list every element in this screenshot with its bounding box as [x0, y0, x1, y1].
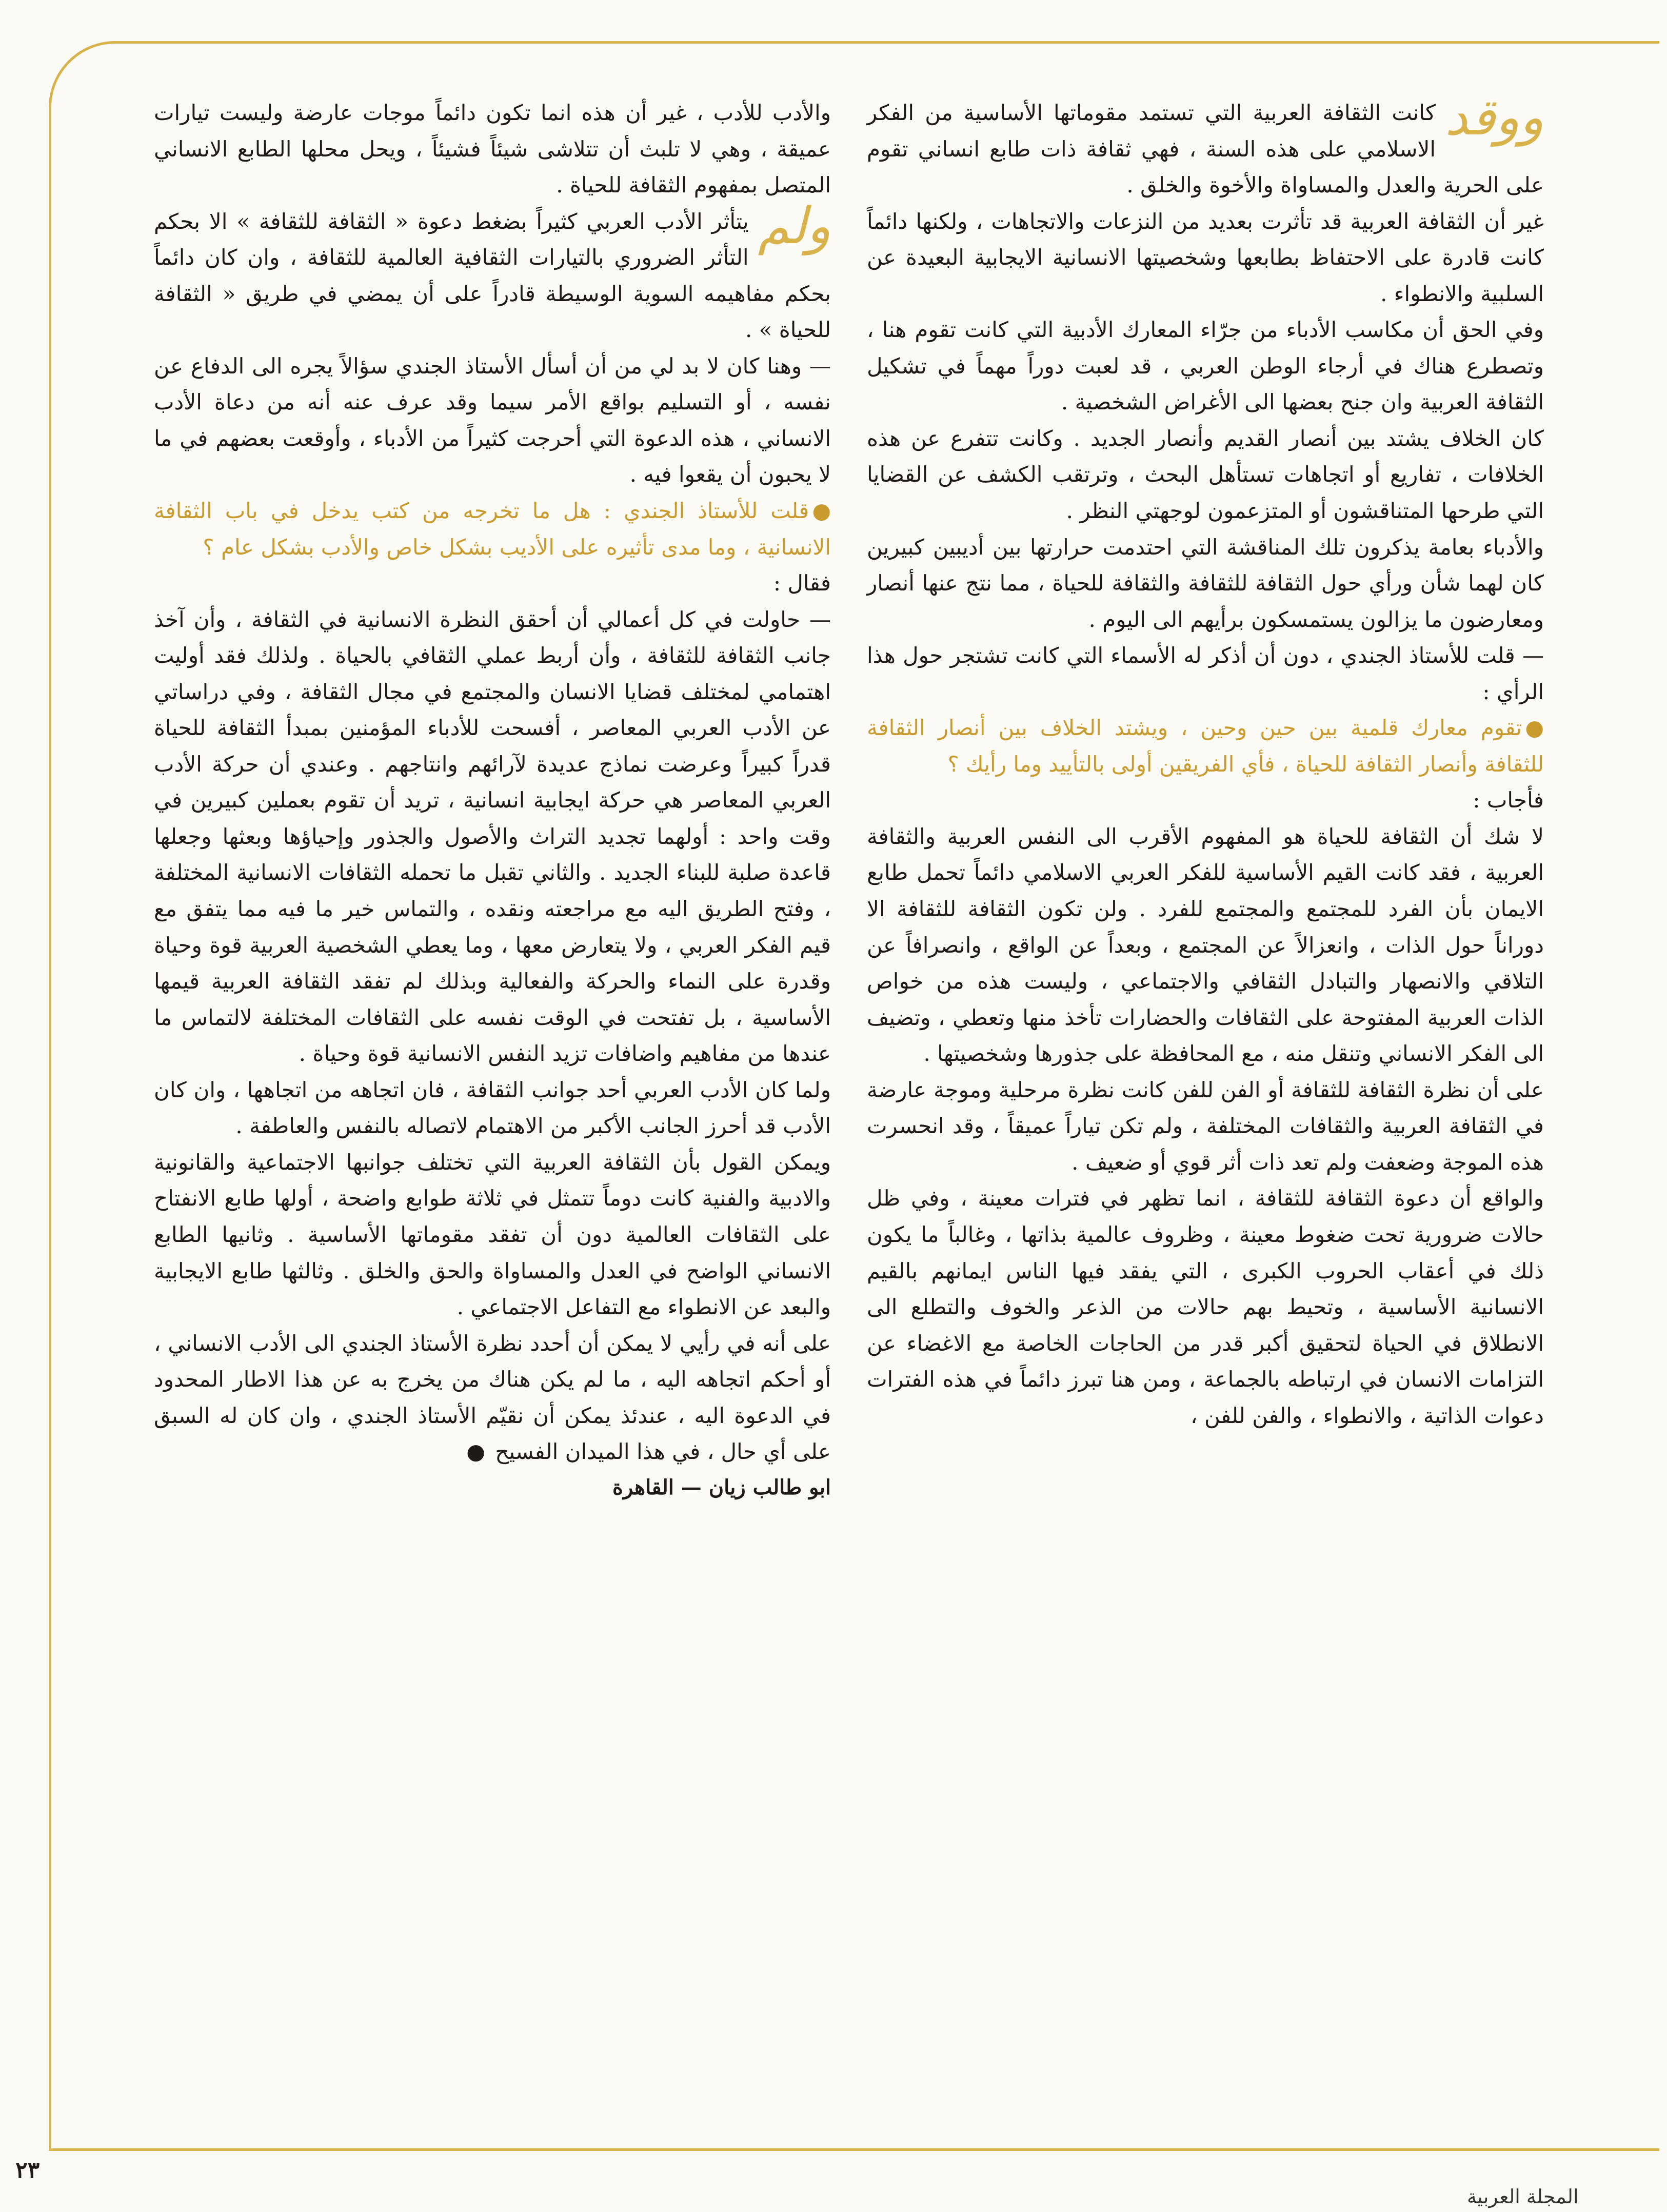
- end-mark-icon: ●: [466, 1439, 485, 1465]
- answer-intro: فقال :: [773, 570, 831, 596]
- answer-intro: فأجاب :: [1473, 787, 1544, 813]
- article-column-left: [154, 95, 831, 1505]
- paragraph: والأدباء بعامة يذكرون تلك المناقشة التي احتدمت حرارتها بين أديبين كبيرين كان لهما شأن ورأي حول الثقافة للثقافة والثقافة للحياة ، مما نتج عنها أنصار ومعارضون ما يزالون يستمسكون برأيهم الى اليوم .: [867, 534, 1544, 632]
- paragraph: — قلت للأستاذ الجندي ، دون أن أذكر له الأسماء التي كانت تشتجر حول هذا الرأي :: [867, 643, 1544, 704]
- paragraph: غير أن الثقافة العربية قد تأثرت بعديد من النزعات والاتجاهات ، ولكنها دائماً كانت قادرة على الاحتفاظ بطابعها وشخصيتها الانسانية الايجابية البعيدة عن السلبية والانطواء .: [867, 208, 1544, 306]
- paragraph: ويمكن القول بأن الثقافة العربية التي تختلف جوانبها الاجتماعية والقانونية والادبية والفنية كانت دوماً تتمثل في ثلاثة طوابع واضحة ، أولها طابع الانفتاح على الثقافات العالمية دون أن تفقد مقوماتها الأساسية . وثانيها الطابع الانساني الواضح في العدل والمساواة والحق والخلق . وثالثها طابع الايجابية والبعد عن الانطواء مع التفاعل الاجتماعي .: [154, 1149, 831, 1320]
- bullet-icon: ●: [1525, 715, 1544, 741]
- interview-question: ●قلت للأستاذ الجندي : هل ما تخرجه من كتب يدخل في باب الثقافة الانسانية ، وما مدى تأثيره على الأديب بشكل خاص والأدب بشكل عام ؟: [154, 493, 831, 565]
- paragraph: والواقع أن دعوة الثقافة للثقافة ، انما تظهر في فترات معينة ، وفي ظل حالات ضرورية تحت ضغوط معينة ، وظروف عالمية بذاتها ، وغالباً ما يكون ذلك في أعقاب الحروب الكبرى ، التي يفقد فيها الناس ايمانهم بالقيم الانسانية الأساسية ، وتحيط بهم حالات من الذعر والخوف والتطلع الى الانطلاق في الحياة لتحقيق أكبر قدر من الحاجات الخاصة مع الاغضاء عن التزامات الانسان في ارتباطه بالجماعة ، ومن هنا تبرز دائماً في هذه الفترات دعوات الذاتية ، والانطواء ، والفن للفن ،: [867, 1186, 1544, 1428]
- interview-question: ●تقوم معارك قلمية بين حين وحين ، ويشتد الخلاف بين أنصار الثقافة للثقافة وأنصار الثقافة للحياة ، فأي الفريقين أولى بالتأييد وما رأيك ؟: [867, 710, 1544, 782]
- bullet-icon: ●: [812, 498, 831, 524]
- paragraph: على أنه في رأيي لا يمكن أن أحدد نظرة الأستاذ الجندي الى الأدب الانساني ، أو أحكم اتجاهه اليه ، ما لم يكن هناك من يخرج به عن هذا الاطار المحدود في الدعوة اليه ، عندئذ يمكن أن نقيّم الأستاذ الجندي ، وان كان له السبق على أي حال ، في هذا الميدان الفسيح ●: [154, 1326, 831, 1470]
- paragraph: — حاولت في كل أعمالي أن أحقق النظرة الانسانية في الثقافة ، وأن آخذ جانب الثقافة للثقافة ، وأن أربط عملي الثقافي بالحياة . ولذلك فقد أوليت اهتمامي لمختلف قضايا الانسان والمجتمع في مجال الثقافة ، وفي دراساتي عن الأدب العربي المعاصر ، أفسحت للأدباء المؤمنين بمبدأ الثقافة للحياة قدراً كبيراً وعرضت نماذج عديدة لآرائهم وانتاجهم . وعندي أن حركة الأدب العربي المعاصر هي حركة ايجابية انسانية ، تريد أن تقوم بعملين كبيرين في وقت واحد : أولهما تجديد التراث والأصول والجذور وإحياؤها وبعثها وجعلها قاعدة صلبة للبناء الجديد . والثاني تقبل ما تحمله الثقافات الانسانية المختلفة ، وفتح الطريق اليه مع مراجعته ونقده ، والتماس خير ما فيه مما يتفق مع قيم الفكر العربي ، ولا يتعارض معها ، وما يعطي الشخصية العربية قوة وحياة وقدرة على النماء والحركة والفعالية وبذلك لم تفقد الثقافة العربية قيمها الأساسية ، بل تفتحت في الوقت نفسه على الثقافات المختلفة لالتماس ما عندها من مفاهيم واضافات تزيد النفس الانسانية قوة وحياة .: [154, 606, 831, 1066]
- paragraph: ولم يتأثر الأدب العربي كثيراً بضغط دعوة « الثقافة للثقافة » الا بحكم التأثر الضروري بالتيارات الثقافية العالمية للثقافة ، وان كان دائماً بحكم مفاهيمه السوية الوسيطة قادراً على أن يمضي في طريق « الثقافة للحياة » .: [154, 196, 831, 343]
- paragraph: — وهنا كان لا بد لي من أن أسأل الأستاذ الجندي سؤالاً يجره الى الدفاع عن نفسه ، أو التسليم بواقع الأمر سيما وقد عرف عنه أنه من دعاة الأدب الانساني ، هذه الدعوة التي أحرجت كثيراً من الأدباء ، وأوقعت بعضهم في ما لا يحبون أن يقعوا فيه .: [154, 353, 831, 487]
- page-frame-bottom-rule: [49, 2148, 1659, 2151]
- decorative-initial: ولم: [758, 196, 831, 255]
- paragraph: وفي الحق أن مكاسب الأدباء من جرّاء المعارك الأدبية التي كانت تقوم هنا ، وتصطرع هناك في أرجاء الوطن العربي ، قد لعبت دوراً مهماً في تشكيل الثقافة العربية وان جنح بعضها الى الأغراض الشخصية .: [867, 317, 1544, 415]
- paragraph: لا شك أن الثقافة للحياة هو المفهوم الأقرب الى النفس العربية والثقافة العربية ، فقد كانت القيم الأساسية للفكر العربي الاسلامي دائماً تحمل طابع الايمان بأن الفرد للمجتمع والمجتمع للفرد . ولن تكون الثقافة للثقافة الا دوراناً حول الذات ، وانعزالاً عن المجتمع ، وبعداً عن الواقع ، وانصرافاً عن التلاقي والانصهار والتبادل الثقافي والاجتماعي ، وليست هذه من خواص الذات العربية المفتوحة على الثقافات والحضارات تأخذ منها وتعطي ، وتضيف الى الفكر الانساني وتنقل منه ، مع المحافظة على جذورها وشخصيتها .: [867, 823, 1544, 1066]
- page-number: ٢٣: [15, 2157, 40, 2183]
- paragraph: كان الخلاف يشتد بين أنصار القديم وأنصار الجديد . وكانت تتفرع عن هذه الخلافات ، تفاريع أو اتجاهات تستأهل البحث ، وترتقب الكشف عن القضايا التي طرحها المتناقشون أو المتزعمون لوجهتي النظر .: [867, 425, 1544, 524]
- paragraph: والأدب للأدب ، غير أن هذه انما تكون دائماً موجات عارضة وليست تيارات عميقة ، وهي لا تلبث أن تتلاشى شيئاً فشيئاً ، ويحل محلها الطابع الانساني المتصل بمفهوم الثقافة للحياة .: [154, 100, 831, 198]
- paragraph: ولما كان الأدب العربي أحد جوانب الثقافة ، فان اتجاهه من اتجاهها ، وان كان الأدب قد أحرز الجانب الأكبر من الاهتمام لاتصاله بالنفس والعاطفة .: [154, 1077, 831, 1139]
- article-column-right: [867, 88, 1544, 1434]
- decorative-initial: ووقد: [1445, 88, 1544, 147]
- footer-publication: المجلة العربية: [1467, 2185, 1579, 2208]
- paragraph: ووقد كانت الثقافة العربية التي تستمد مقوماتها الأساسية من الفكر الاسلامي على هذه السنة ، فهي ثقافة ذات طابع انساني تقوم على الحرية والعدل والمساواة والأخوة والخلق .: [867, 88, 1544, 198]
- author-signature: ابو طالب زيان — القاهرة: [612, 1475, 831, 1499]
- paragraph: على أن نظرة الثقافة للثقافة أو الفن للفن كانت نظرة مرحلية وموجة عارضة في الثقافة العربية والثقافات المختلفة ، ولم تكن تياراً عميقاً ، وقد انحسرت هذه الموجة وضعفت ولم تعد ذات أثر قوي أو ضعيف .: [867, 1077, 1544, 1175]
